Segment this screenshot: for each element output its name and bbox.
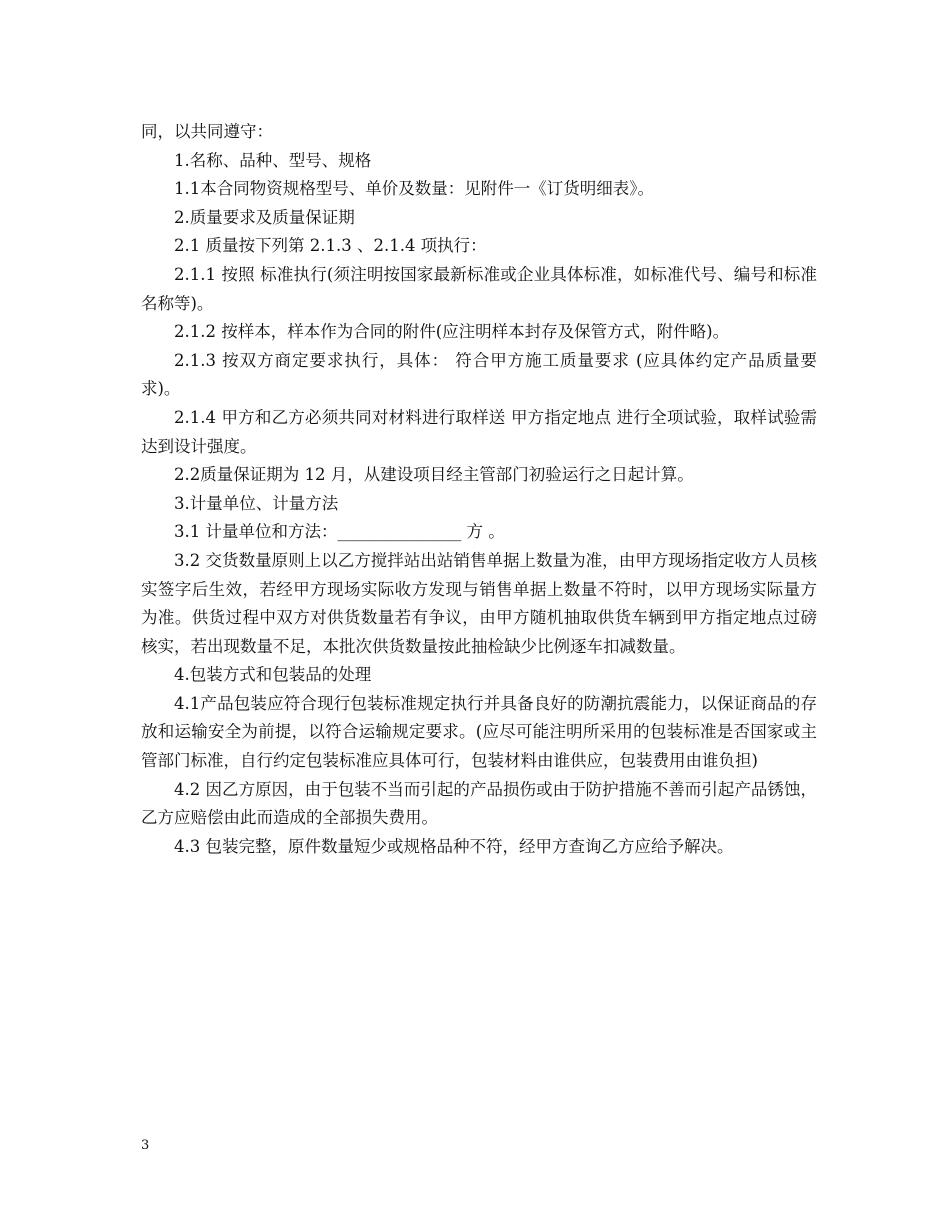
- clause-4-3: 4.3 包装完整，原件数量短少或规格品种不符，经甲方查询乙方应给予解决。: [174, 836, 734, 856]
- clause-2-1-1: 2.1.1 按照 标准执行(须注明按国家最新标准或企业具体标准，如标准代号、编号和标准名称等)。: [141, 264, 817, 313]
- document-body: [141, 118, 817, 861]
- clause-1-1: 1.1本合同物资规格型号、单价及数量：见附件一《订货明细表》。: [174, 179, 654, 199]
- clause-2-1-3: 2.1.3 按双方商定要求执行，具体： 符合甲方施工质量要求 (应具体约定产品质量要求)。: [141, 350, 817, 399]
- section-heading-3: 3.计量单位、计量方法: [174, 493, 339, 513]
- section-heading-4: 4.包装方式和包装品的处理: [174, 665, 372, 685]
- clause-3-2: 3.2 交货数量原则上以乙方搅拌站出站销售单据上数量为准，由甲方现场指定收方人员核实签字后生效，若经甲方现场实际收方发现与销售单据上数量不符时，以甲方现场实际量方为准。供货过程中双方对供货数量若有争议，由甲方随机抽取供货车辆到甲方指定地点过磅核实，若出现数量不足，本批次供货数量按此抽检缺少比例逐车扣减数量。: [141, 550, 817, 656]
- paragraph-continuation: 同，以共同遵守：: [141, 122, 273, 141]
- clause-2-2: 2.2质量保证期为 12 月，从建设项目经主管部门初验运行之日起计算。: [174, 465, 694, 485]
- section-heading-2: 2.质量要求及质量保证期: [174, 207, 355, 227]
- page-number: 3: [141, 1138, 150, 1153]
- clause-4-1: 4.1产品包装应符合现行包装标准规定执行并具备良好的防潮抗震能力，以保证商品的存放和运输安全为前提，以符合运输规定要求。(应尽可能注明所采用的包装标准是否国家或主管部门标准，自行约定包装标准应具体可行，包装材料由谁供应，包装费用由谁负担): [141, 693, 817, 771]
- clause-2-1: 2.1 质量按下列第 2.1.3 、2.1.4 项执行：: [174, 236, 487, 256]
- clause-2-1-2: 2.1.2 按样本，样本作为合同的附件(应注明样本封存及保管方式，附件略)。: [174, 322, 730, 342]
- clause-4-2: 4.2 因乙方原因，由于包装不当而引起的产品损伤或由于防护措施不善而引起产品锈蚀，乙方应赔偿由此而造成的全部损失费用。: [141, 779, 817, 828]
- section-heading-1: 1.名称、品种、型号、规格: [174, 150, 372, 170]
- clause-3-1: 3.1 计量单位和方法：_______________ 方 。: [174, 522, 505, 542]
- clause-2-1-4: 2.1.4 甲方和乙方必须共同对材料进行取样送 甲方指定地点 进行全项试验，取样试验需达到设计强度。: [141, 407, 817, 456]
